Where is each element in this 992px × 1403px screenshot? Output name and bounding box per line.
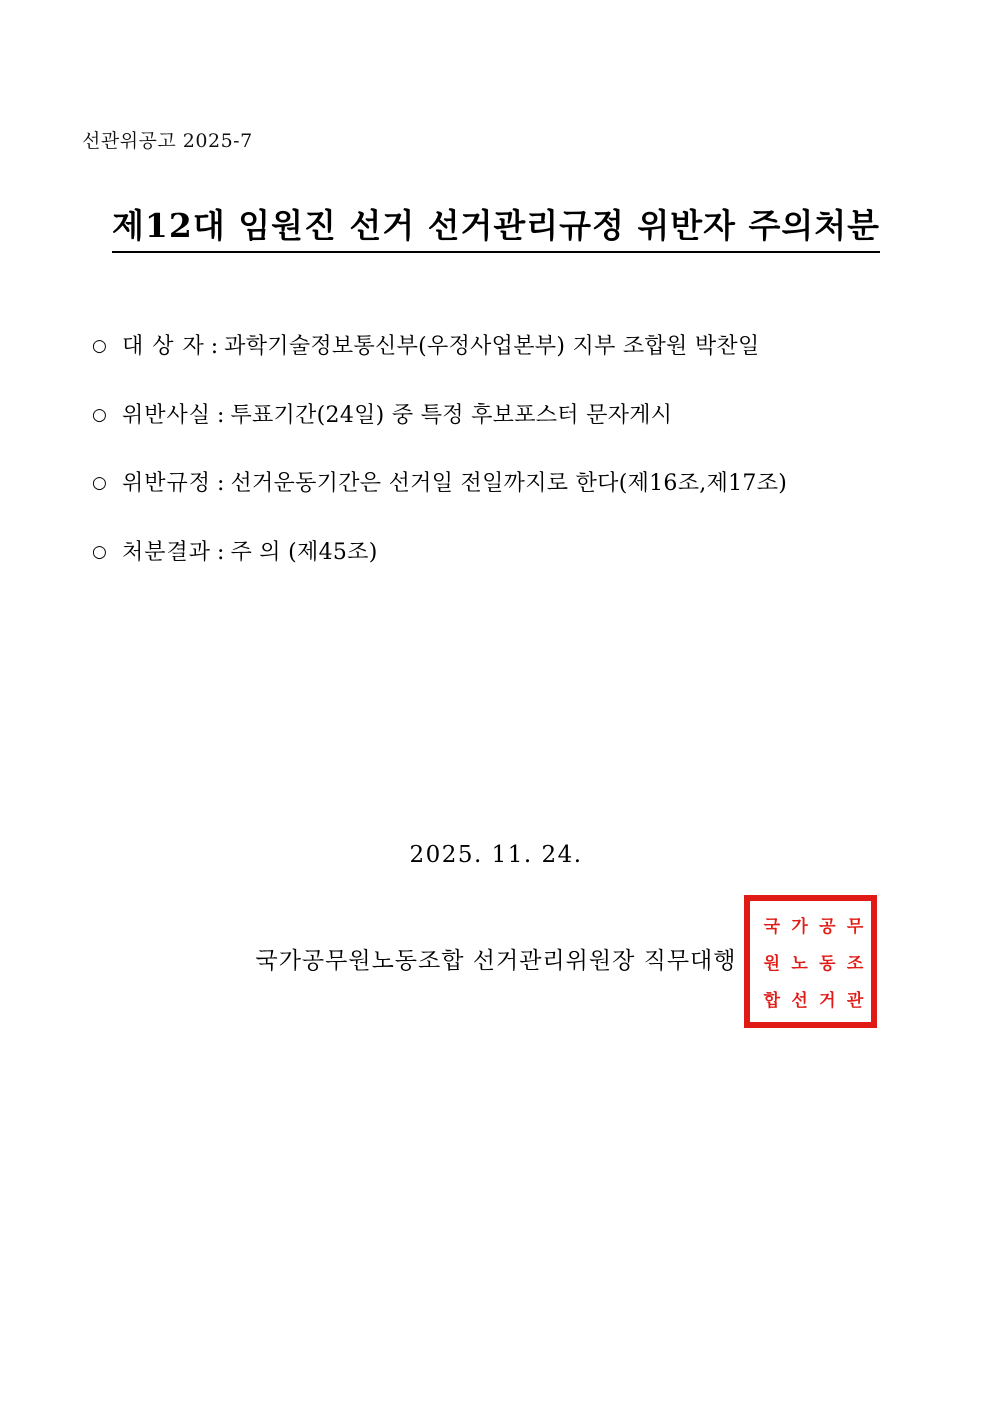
seal-character: 국 <box>759 916 780 933</box>
page-title <box>0 200 992 253</box>
bullet-icon: ○ <box>92 541 107 562</box>
seal-character-grid <box>756 907 865 1016</box>
seal-character: 거 <box>814 990 835 1007</box>
list-item <box>92 333 922 362</box>
seal-character: 가 <box>787 916 808 933</box>
seal-character: 노 <box>787 953 808 970</box>
list-item <box>92 402 922 431</box>
document-number: 선관위공고 2025-7 <box>82 130 253 152</box>
list-item-label: 대 상 자 <box>122 334 205 359</box>
bullet-icon: ○ <box>92 404 107 425</box>
signature-date: 2025. 11. 24. <box>409 842 583 868</box>
list-item-label: 처분결과 <box>122 539 212 565</box>
signature-authority: 국가공무원노동조합 선거관리위원장 직무대행 <box>255 948 737 974</box>
list-item <box>92 539 922 568</box>
list-item-value: 선거운동기간은 선거일 전일까지로 한다(제16조,제17조) <box>230 471 788 497</box>
list-item-value: 투표기간(24일) 중 특정 후보포스터 문자게시 <box>230 402 673 428</box>
bullet-icon: ○ <box>92 336 107 356</box>
seal-character: 합 <box>759 990 780 1007</box>
list-item-label: 위반규정 <box>122 471 212 497</box>
announcement-item-list <box>92 333 922 607</box>
seal-character: 원 <box>759 953 780 970</box>
official-seal-stamp <box>744 895 877 1028</box>
list-item-value: 과학기술정보통신부(우정사업본부) 지부 조합원 박찬일 <box>224 334 760 359</box>
page-title-text: 제12대 임원진 선거 선거관리규정 위반자 주의처분 <box>112 200 880 253</box>
seal-character: 관 <box>842 990 863 1007</box>
list-item-value: 주 의 (제45조) <box>230 539 378 565</box>
list-item-separator: : <box>210 334 219 359</box>
list-item-label: 위반사실 <box>122 402 212 428</box>
list-item <box>92 470 922 499</box>
list-item-separator: : <box>217 539 225 565</box>
seal-character: 공 <box>814 916 835 933</box>
seal-character: 동 <box>814 953 835 970</box>
seal-character: 선 <box>787 990 808 1007</box>
list-item-separator: : <box>217 471 225 497</box>
bullet-icon: ○ <box>92 473 107 494</box>
seal-character: 무 <box>842 916 863 933</box>
seal-character: 조 <box>842 953 863 970</box>
list-item-separator: : <box>217 402 225 428</box>
